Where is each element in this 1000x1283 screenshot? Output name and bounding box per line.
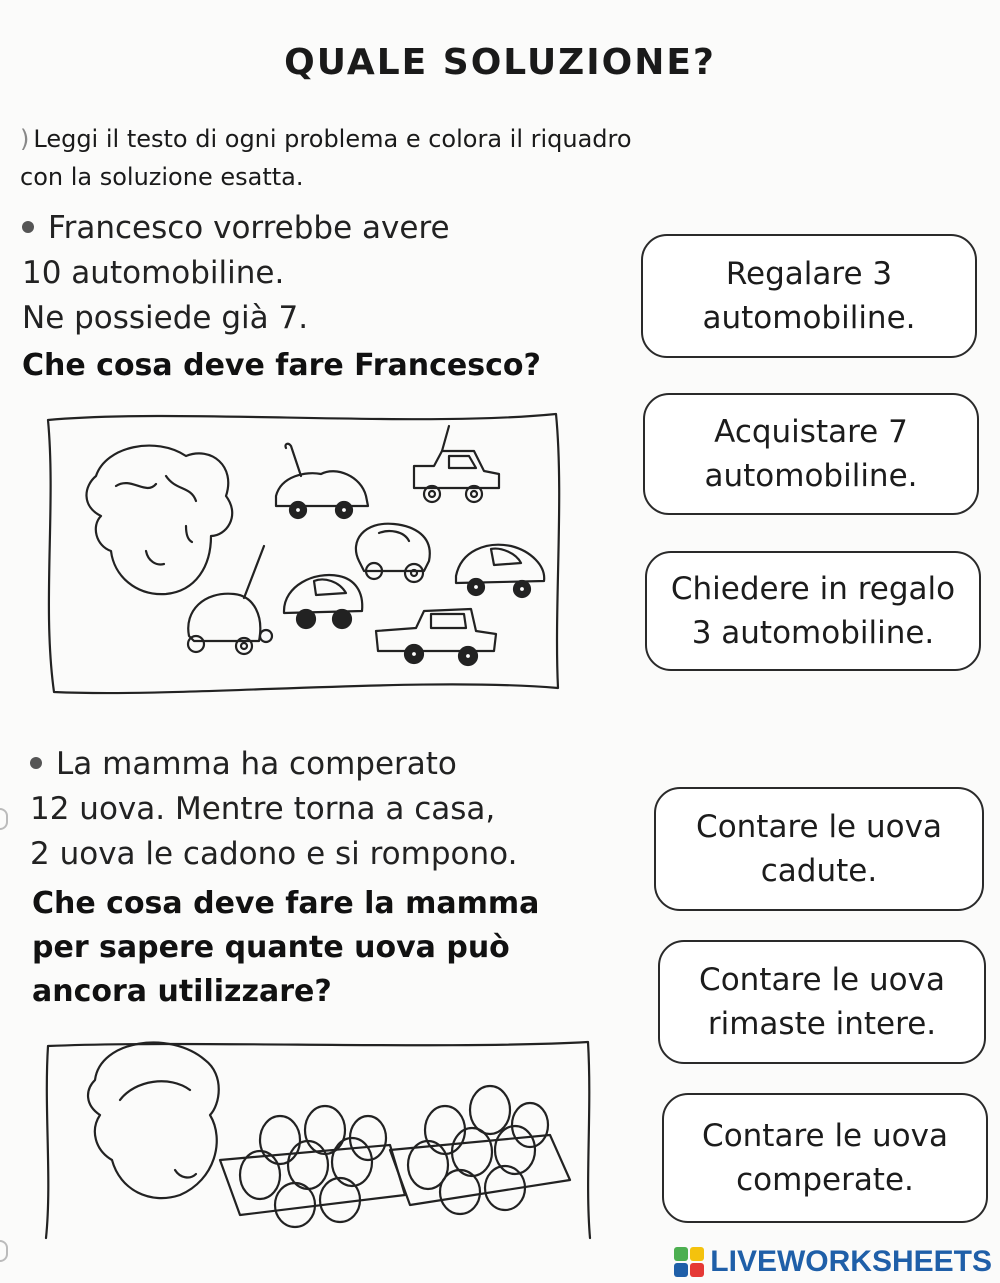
problem-2-question-line-2: per sapere quante uova può	[32, 930, 510, 965]
toy-car-icon	[356, 524, 430, 582]
logo-text: LIVEWORKSHEETS	[710, 1245, 992, 1278]
egg-tray-icon	[390, 1086, 570, 1214]
problem-2-question-line-3: ancora utilizzare?	[32, 974, 332, 1009]
problem-1-text	[22, 206, 450, 341]
eggs-illustration	[40, 1020, 600, 1242]
problem-2-line-1: La mamma ha comperato	[56, 746, 457, 782]
problem-1-option-2[interactable]	[643, 393, 979, 515]
liveworksheets-logo	[674, 1244, 992, 1280]
problem-1-option-1[interactable]	[641, 234, 977, 358]
toy-car-icon	[414, 426, 499, 502]
option-text-line-2: comperate.	[736, 1162, 914, 1198]
option-text-line-1: Regalare 3	[725, 256, 893, 292]
option-text-line-1: Contare le uova	[699, 962, 945, 998]
instruction-text	[20, 120, 780, 196]
problem-2-option-3[interactable]	[662, 1093, 988, 1223]
problem-2-question-line-1: Che cosa deve fare la mamma	[32, 886, 540, 921]
option-text-line-2: cadute.	[760, 853, 878, 889]
logo-badge-icon	[674, 1247, 704, 1277]
toy-car-icon	[284, 575, 362, 628]
binding-hole	[0, 1240, 8, 1262]
problem-1-option-3[interactable]	[645, 551, 981, 671]
binding-hole	[0, 808, 8, 830]
toy-car-icon	[456, 545, 544, 597]
problem-1-line-2: 10 automobiline.	[22, 255, 285, 291]
problem-1-question-line-1: Che cosa deve fare Francesco?	[22, 348, 541, 383]
instruction-line-2: con la soluzione esatta.	[20, 163, 304, 191]
toy-car-icon	[276, 444, 368, 518]
bullet-icon	[22, 221, 34, 233]
problem-2-question	[32, 882, 539, 1014]
mother-head-icon	[88, 1043, 219, 1199]
boy-head-icon	[86, 446, 232, 595]
bullet-icon	[30, 757, 42, 769]
problem-1-line-1: Francesco vorrebbe avere	[48, 210, 450, 246]
toy-car-icon	[188, 546, 272, 654]
problem-1-line-3: Ne possiede già 7.	[22, 300, 309, 336]
option-text-line-2: rimaste intere.	[707, 1006, 937, 1042]
option-text-line-1: Contare le uova	[696, 809, 942, 845]
toy-car-icon	[376, 609, 496, 665]
option-text-line-2: automobiline.	[704, 458, 918, 494]
option-text-line-1: Chiedere in regalo	[670, 571, 956, 607]
problem-2-option-1[interactable]	[654, 787, 984, 911]
egg-tray-icon	[220, 1106, 405, 1227]
problem-1-question	[22, 344, 541, 388]
option-text-line-1: Contare le uova	[702, 1118, 948, 1154]
instruction-mark: )	[20, 125, 30, 153]
problem-2-option-2[interactable]	[658, 940, 986, 1064]
problem-2-line-2: 12 uova. Mentre torna a casa,	[30, 791, 496, 827]
toy-cars-illustration	[36, 406, 566, 698]
problem-2-line-3: 2 uova le cadono e si rompono.	[30, 836, 518, 872]
page-title: QUALE SOLUZIONE?	[284, 42, 716, 83]
option-text-line-2: automobiline.	[702, 300, 916, 336]
option-text-line-2: 3 automobiline.	[691, 615, 935, 651]
problem-2-text	[30, 742, 517, 877]
instruction-line-1: Leggi il testo di ogni problema e colora il riquadro	[33, 125, 632, 153]
option-text-line-1: Acquistare 7	[714, 414, 908, 450]
